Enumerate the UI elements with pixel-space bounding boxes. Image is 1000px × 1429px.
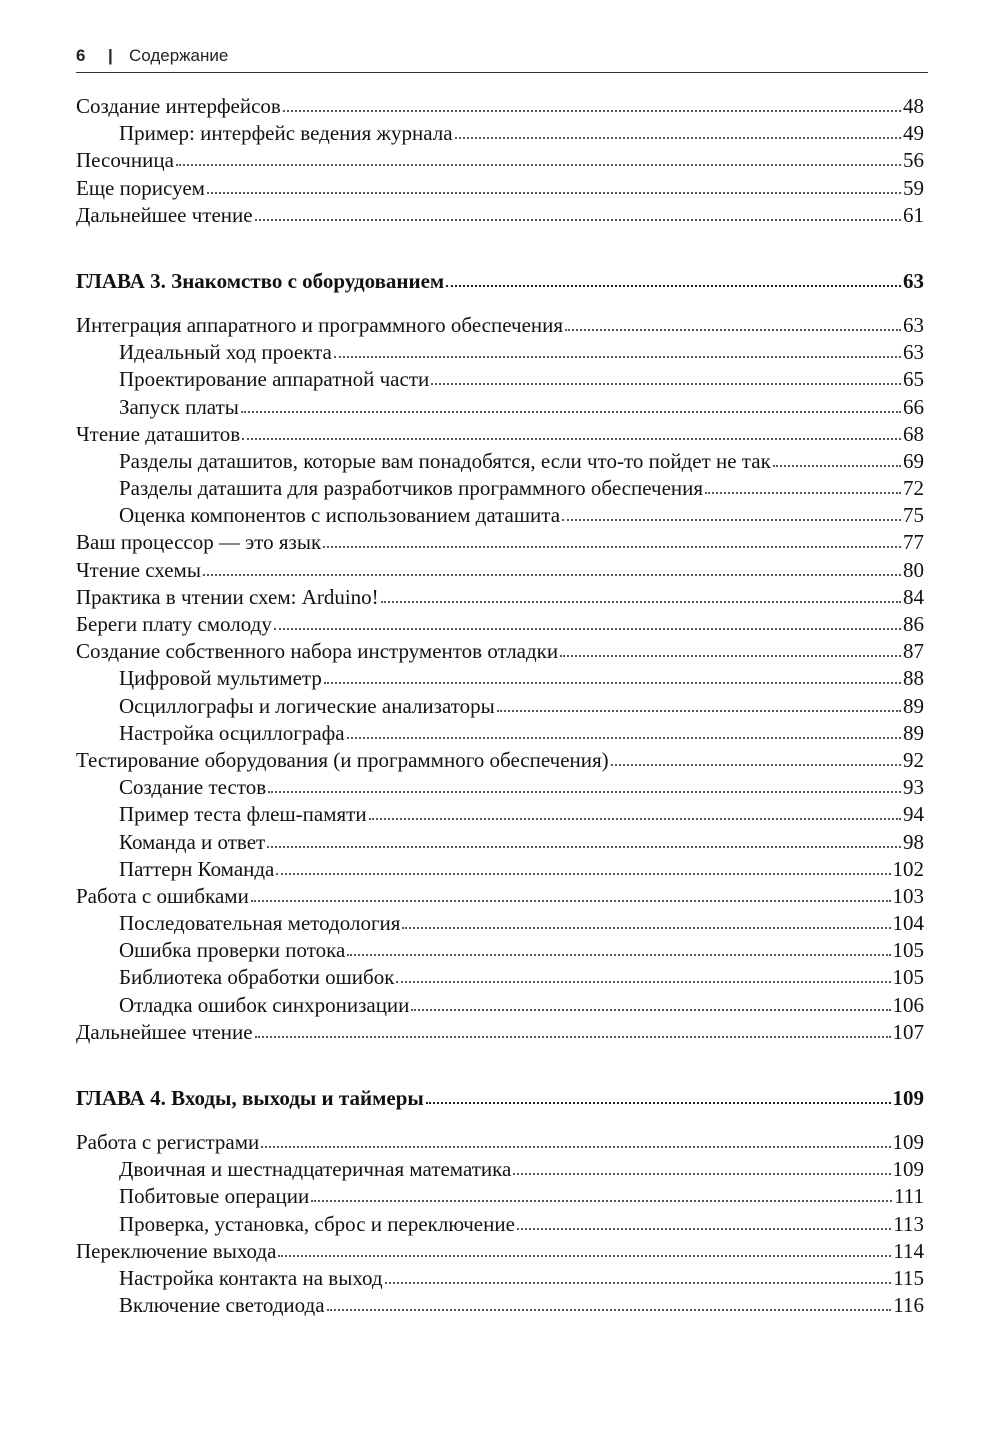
toc-subentry[interactable] (76, 964, 924, 991)
toc-chapter-block (76, 1046, 924, 1319)
toc-entry[interactable] (76, 611, 924, 638)
toc-entry-page: 75 (903, 503, 924, 528)
toc-entry-page: 87 (903, 639, 924, 664)
toc-entry-page: 72 (903, 476, 924, 501)
toc-entry-page: 49 (903, 121, 924, 146)
toc-subentry[interactable] (76, 448, 924, 475)
toc-entry-page: 107 (892, 1019, 924, 1044)
toc-subentry[interactable] (76, 801, 924, 828)
toc-entry-title: Создание тестов (119, 775, 267, 800)
toc-entry-title: Двоичная и шестнадцатеричная математика (119, 1157, 512, 1182)
toc-entry-title: Запуск платы (119, 394, 239, 419)
toc-entry-page: 56 (903, 148, 924, 173)
spacer (76, 1112, 924, 1129)
toc-entry[interactable] (76, 883, 924, 910)
toc-entry[interactable] (76, 421, 924, 448)
dot-leader (347, 733, 901, 739)
toc-entry-page: 63 (903, 340, 924, 365)
toc-subentry[interactable] (76, 475, 924, 502)
toc-entry[interactable] (76, 175, 924, 202)
toc-entry-page: 102 (892, 856, 924, 881)
toc-entry-page: 98 (903, 829, 924, 854)
toc-subentry[interactable] (76, 394, 924, 421)
toc-subentry[interactable] (76, 774, 924, 801)
toc-entry-page: 59 (903, 175, 924, 200)
toc-entry-title: Побитовые операции (119, 1184, 310, 1209)
dot-leader (497, 705, 901, 711)
toc-entry-page: 63 (903, 312, 924, 337)
dot-leader (251, 896, 891, 902)
toc-entry-page: 68 (903, 421, 924, 446)
toc-entry-title: Работа с регистрами (76, 1130, 260, 1154)
toc-subentry[interactable] (76, 120, 924, 147)
toc-entry-title: Последовательная методология (119, 911, 401, 936)
toc-entry-title: Еще порисуем (76, 175, 205, 200)
toc-entry-page: 94 (903, 802, 924, 827)
dot-leader (255, 215, 901, 221)
toc-chapter-block (76, 229, 924, 1046)
dot-leader (446, 281, 901, 287)
toc-entry-title: Пример теста флеш-памяти (119, 802, 367, 827)
toc-section-block (76, 93, 924, 229)
toc-entry-page: 48 (903, 94, 924, 118)
dot-leader (347, 950, 890, 956)
toc-subentry[interactable] (76, 829, 924, 856)
toc-chapter-heading[interactable] (76, 267, 924, 295)
dot-leader (611, 760, 901, 766)
table-of-contents (76, 93, 924, 1319)
toc-entry-page: 92 (903, 747, 924, 772)
toc-entry[interactable] (76, 557, 924, 584)
dot-leader (241, 406, 901, 412)
dot-leader (334, 352, 901, 358)
toc-subentry[interactable] (76, 1211, 924, 1238)
toc-subentry[interactable] (76, 693, 924, 720)
toc-subentry[interactable] (76, 910, 924, 937)
toc-entry-title: Цифровой мультиметр (119, 666, 322, 691)
toc-entry-title: Практика в чтении схем: Arduino! (76, 584, 379, 609)
toc-entry-page: 109 (892, 1086, 924, 1110)
toc-entry-title: Пример: интерфейс ведения журнала (119, 121, 453, 146)
toc-entry[interactable] (76, 93, 924, 120)
toc-entry-page: 113 (893, 1211, 924, 1236)
toc-entry-title: Чтение даташитов (76, 421, 241, 446)
toc-subentry[interactable] (76, 1156, 924, 1183)
toc-entry-page: 61 (903, 202, 924, 227)
spacer (76, 229, 924, 267)
toc-entry[interactable] (76, 312, 924, 339)
dot-leader (176, 160, 901, 166)
dot-leader (513, 1169, 890, 1175)
toc-entry[interactable] (76, 147, 924, 174)
dot-leader (278, 1251, 891, 1257)
toc-entry-title: Работа с ошибками (76, 883, 249, 908)
toc-subentry[interactable] (76, 1292, 924, 1319)
toc-chapter-heading[interactable] (76, 1084, 924, 1112)
page-number: 6 (76, 46, 86, 65)
toc-entry-page: 77 (903, 530, 924, 555)
toc-entry-title: Идеальный ход проекта (119, 340, 332, 365)
toc-entry-page: 66 (903, 394, 924, 419)
toc-subentry[interactable] (76, 720, 924, 747)
header-title: Содержание (129, 46, 229, 65)
toc-entry-title: ГЛАВА 4. Входы, выходы и таймеры (76, 1086, 424, 1110)
dot-leader (324, 678, 901, 684)
toc-entry[interactable] (76, 638, 924, 665)
dot-leader (203, 569, 901, 575)
toc-entry-page: 104 (892, 911, 924, 936)
toc-subentry[interactable] (76, 665, 924, 692)
dot-leader (268, 787, 901, 793)
dot-leader (283, 106, 901, 112)
dot-leader (323, 542, 901, 548)
toc-entry-title: Ваш процессор — это язык (76, 530, 322, 555)
toc-entry-page: 88 (903, 666, 924, 691)
toc-entry-page: 116 (893, 1293, 924, 1318)
toc-entry-page: 114 (893, 1238, 924, 1263)
toc-entry-title: Проверка, установка, сброс и переключение (119, 1211, 515, 1236)
toc-entry[interactable] (76, 202, 924, 229)
dot-leader (207, 187, 901, 193)
toc-entry-page: 89 (903, 720, 924, 745)
toc-entry-page: 65 (903, 367, 924, 392)
dot-leader (455, 133, 901, 139)
toc-entry-page: 105 (892, 965, 924, 990)
dot-leader (565, 325, 901, 331)
toc-entry-page: 84 (903, 584, 924, 609)
dot-leader (381, 597, 901, 603)
toc-entry-page: 93 (903, 775, 924, 800)
toc-entry-title: Оценка компонентов с использованием даташита (119, 503, 561, 528)
toc-entry-page: 106 (892, 992, 924, 1017)
toc-entry-title: Береги плату смолоду (76, 612, 272, 636)
toc-entry-title: Ошибка проверки потока (119, 938, 346, 963)
dot-leader (396, 977, 890, 983)
toc-entry-title: Осциллографы и логические анализаторы (119, 693, 495, 718)
dot-leader (276, 869, 890, 875)
dot-leader (267, 841, 901, 847)
toc-entry-page: 109 (892, 1157, 924, 1182)
dot-leader (255, 1032, 891, 1038)
toc-entry-title: Отладка ошибок синхронизации (119, 992, 410, 1017)
dot-leader (402, 923, 890, 929)
dot-leader (274, 624, 901, 630)
dot-leader (560, 651, 901, 657)
toc-entry-title: Разделы даташитов, которые вам понадобятся, если что-то пойдет не так (119, 448, 771, 473)
toc-entry-title: Проектирование аппаратной части (119, 367, 430, 392)
page-header (76, 44, 928, 73)
toc-entry-title: Разделы даташита для разработчиков программного обеспечения (119, 476, 704, 501)
dot-leader (773, 461, 901, 467)
toc-entry-title: Чтение схемы (76, 557, 201, 582)
dot-leader (517, 1223, 891, 1229)
dot-leader (311, 1196, 892, 1202)
toc-subentry[interactable] (76, 366, 924, 393)
toc-entry-title: Создание собственного набора инструментов отладки (76, 639, 559, 664)
toc-entry-page: 105 (892, 938, 924, 963)
toc-entry-page: 115 (893, 1265, 924, 1290)
toc-entry-title: Дальнейшее чтение (76, 202, 253, 227)
dot-leader (431, 379, 901, 385)
dot-leader (242, 434, 901, 440)
toc-subentry[interactable] (76, 1265, 924, 1292)
dot-leader (426, 1098, 891, 1104)
spacer (76, 1046, 924, 1084)
toc-entry-page: 69 (903, 448, 924, 473)
toc-entry-title: Тестирование оборудования (и программного обеспечения) (76, 747, 609, 772)
toc-subentry[interactable] (76, 856, 924, 883)
header-separator: | (108, 46, 113, 65)
toc-subentry[interactable] (76, 937, 924, 964)
toc-entry[interactable] (76, 529, 924, 556)
toc-entry-title: Песочница (76, 148, 174, 173)
toc-entry-title: Переключение выхода (76, 1238, 277, 1263)
toc-subentry[interactable] (76, 1183, 924, 1210)
toc-entry-page: 109 (892, 1130, 924, 1154)
toc-subentry[interactable] (76, 502, 924, 529)
toc-entry[interactable] (76, 1019, 924, 1046)
toc-entry-page: 111 (894, 1184, 924, 1209)
toc-entry-page: 103 (892, 883, 924, 908)
dot-leader (261, 1142, 890, 1148)
dot-leader (411, 1004, 890, 1010)
toc-entry-page: 63 (903, 268, 924, 293)
toc-entry[interactable] (76, 1129, 924, 1156)
toc-entry-title: Паттерн Команда (119, 856, 275, 881)
dot-leader (327, 1305, 892, 1311)
dot-leader (705, 488, 901, 494)
toc-entry[interactable] (76, 747, 924, 774)
toc-entry-title: Дальнейшее чтение (76, 1019, 253, 1044)
toc-entry-title: Команда и ответ (119, 829, 266, 854)
toc-entry-page: 86 (903, 612, 924, 636)
toc-entry-title: Интеграция аппаратного и программного обеспечения (76, 312, 564, 337)
toc-entry-page: 80 (903, 557, 924, 582)
dot-leader (562, 515, 901, 521)
toc-entry-title: Создание интерфейсов (76, 94, 281, 118)
toc-entry-title: ГЛАВА 3. Знакомство с оборудованием (76, 268, 445, 293)
toc-entry-title: Настройка осциллографа (119, 720, 345, 745)
toc-subentry[interactable] (76, 992, 924, 1019)
dot-leader (385, 1278, 892, 1284)
toc-entry-page: 89 (903, 693, 924, 718)
toc-entry[interactable] (76, 584, 924, 611)
toc-entry-title: Включение светодиода (119, 1293, 325, 1318)
toc-entry-title: Настройка контакта на выход (119, 1265, 383, 1290)
toc-entry-title: Библиотека обработки ошибок (119, 965, 395, 990)
toc-entry[interactable] (76, 1238, 924, 1265)
toc-subentry[interactable] (76, 339, 924, 366)
spacer (76, 295, 924, 312)
dot-leader (369, 814, 901, 820)
